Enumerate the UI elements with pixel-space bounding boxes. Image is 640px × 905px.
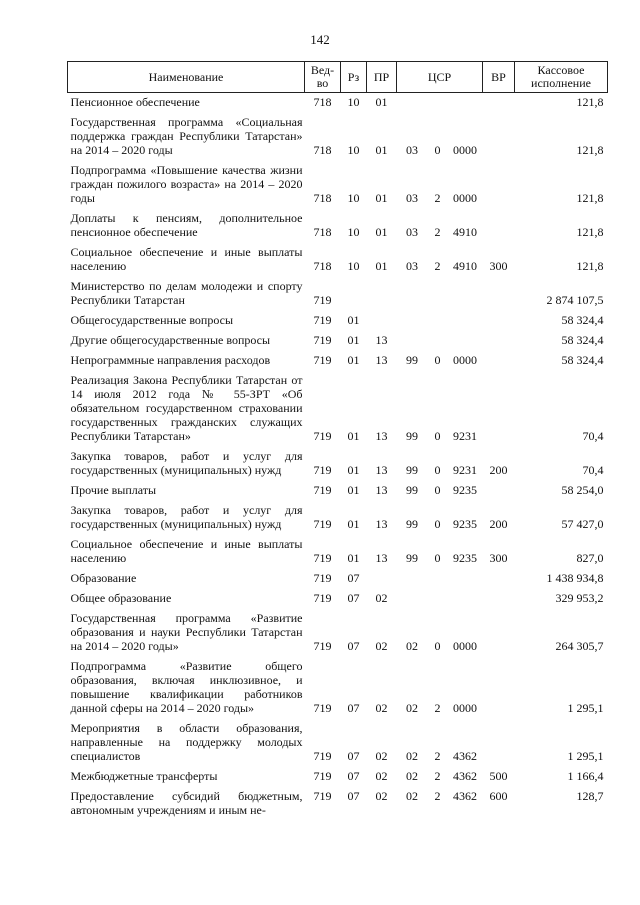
- row-csr-subprogram: 0: [434, 353, 441, 367]
- row-rz: 07: [347, 789, 360, 803]
- row-csr-program: 02: [406, 789, 418, 803]
- row-vedo: 719: [313, 463, 332, 477]
- row-name: Государственная программа «Социальная поддержка граждан Республики Татарстан» на 2014 – 2020 годы: [70, 115, 303, 157]
- row-csr-direction: 9235: [453, 551, 477, 565]
- row-name: Пенсионное обеспечение: [70, 95, 200, 109]
- row-amount: 121,8: [576, 191, 604, 205]
- row-amount: 2 874 107,5: [546, 293, 604, 307]
- row-vr: [483, 113, 515, 161]
- row-pr: 01: [375, 259, 388, 273]
- row-csr-direction: [448, 277, 483, 311]
- row-csr-direction: [448, 589, 483, 609]
- row-rz: 07: [347, 591, 360, 605]
- row-vr: [483, 209, 515, 243]
- row-vedo: 719: [313, 551, 332, 565]
- row-pr: 01: [375, 225, 388, 239]
- row-amount: 827,0: [576, 551, 604, 565]
- table-row: [68, 569, 608, 589]
- row-csr-direction: 0000: [453, 701, 477, 715]
- row-csr-program: 99: [406, 551, 418, 565]
- table-row: [68, 209, 608, 243]
- row-csr-program: 02: [406, 749, 418, 763]
- row-csr-direction: 4362: [453, 789, 477, 803]
- row-csr-direction: 4362: [453, 749, 477, 763]
- row-csr-subprogram: 2: [434, 259, 441, 273]
- page-number: 142: [310, 32, 330, 47]
- row-rz: 10: [347, 225, 360, 239]
- row-vr: [483, 161, 515, 209]
- row-rz: 01: [347, 517, 360, 531]
- row-csr-direction: 4910: [453, 225, 477, 239]
- row-csr-direction: 0000: [453, 143, 477, 157]
- row-name: Государственная программа «Развитие образования и науки Республики Татарстан на 2014 – 2020 годы»: [70, 611, 303, 653]
- table-row: [68, 277, 608, 311]
- row-csr-program: 03: [406, 259, 418, 273]
- row-csr-program: [397, 277, 428, 311]
- row-vr: [483, 657, 515, 719]
- table-row: [68, 371, 608, 447]
- row-name: Социальное обеспечение и иные выплаты населению: [70, 537, 303, 565]
- row-pr: 02: [375, 789, 388, 803]
- row-amount: 57 427,0: [561, 517, 604, 531]
- row-amount: 70,4: [582, 463, 604, 477]
- row-pr: 13: [375, 551, 388, 565]
- row-csr-program: 03: [406, 143, 418, 157]
- row-pr: 01: [375, 191, 388, 205]
- header-rz: Рз: [341, 62, 367, 93]
- row-pr: 02: [375, 639, 388, 653]
- row-rz: 01: [347, 483, 360, 497]
- table-row: [68, 657, 608, 719]
- row-csr-subprogram: [428, 93, 448, 114]
- header-name: Наименование: [68, 62, 305, 93]
- table-row: [68, 351, 608, 371]
- row-pr: 13: [375, 429, 388, 443]
- row-csr-direction: [448, 93, 483, 114]
- row-name: Министерство по делам молодежи и спорту Республики Татарстан: [70, 279, 303, 307]
- row-amount: 1 438 934,8: [546, 571, 604, 585]
- row-vedo: 719: [313, 333, 332, 347]
- row-vedo: 719: [313, 571, 332, 585]
- row-vr: [483, 569, 515, 589]
- table-row: [68, 93, 608, 114]
- row-csr-program: 99: [406, 517, 418, 531]
- row-amount: 70,4: [582, 429, 604, 443]
- row-vedo: 719: [313, 591, 332, 605]
- row-csr-direction: [448, 311, 483, 331]
- row-csr-program: 02: [406, 701, 418, 715]
- row-csr-direction: 4362: [453, 769, 477, 783]
- row-csr-program: 02: [406, 769, 418, 783]
- row-amount: 329 953,2: [555, 591, 604, 605]
- row-csr-program: 99: [406, 483, 418, 497]
- row-name: Реализация Закона Республики Татарстан от 14 июля 2012 года № 55-ЗРТ «Об обязательном государственном страховании государственных гражданских служащих Республики Татарстан»: [70, 373, 303, 443]
- row-amount: 121,8: [576, 95, 604, 109]
- row-name: Прочие выплаты: [70, 483, 157, 497]
- row-pr: 13: [375, 333, 388, 347]
- row-amount: 121,8: [576, 225, 604, 239]
- row-rz: 07: [347, 769, 360, 783]
- row-csr-subprogram: 2: [434, 225, 441, 239]
- row-csr-subprogram: 0: [434, 143, 441, 157]
- row-pr: [367, 277, 397, 311]
- table-row: [68, 719, 608, 767]
- row-pr: 02: [375, 769, 388, 783]
- row-csr-program: 99: [406, 429, 418, 443]
- row-csr-direction: 9235: [453, 483, 477, 497]
- row-rz: [341, 277, 367, 311]
- table-row: [68, 113, 608, 161]
- row-amount: 264 305,7: [555, 639, 604, 653]
- row-csr-subprogram: [428, 277, 448, 311]
- row-csr-direction: [448, 331, 483, 351]
- row-rz: 07: [347, 571, 360, 585]
- row-name: Закупка товаров, работ и услуг для государственных (муниципальных) нужд: [70, 503, 303, 531]
- row-vedo: 718: [313, 225, 332, 239]
- table-row: [68, 501, 608, 535]
- row-name: Предоставление субсидий бюджетным, автономным учреждениям и иным не-: [70, 789, 303, 817]
- table-row: [68, 589, 608, 609]
- table-row: [68, 447, 608, 481]
- row-csr-subprogram: [428, 589, 448, 609]
- row-vedo: 719: [313, 701, 332, 715]
- row-csr-program: [397, 569, 428, 589]
- row-name: Подпрограмма «Повышение качества жизни граждан пожилого возраста» на 2014 – 2020 годы: [70, 163, 303, 205]
- row-vr: 600: [489, 789, 508, 803]
- row-rz: 07: [347, 749, 360, 763]
- row-amount: 58 254,0: [561, 483, 604, 497]
- row-vedo: 719: [313, 293, 332, 307]
- row-name: Образование: [70, 571, 137, 585]
- row-vedo: 719: [313, 749, 332, 763]
- row-csr-direction: 9231: [453, 463, 477, 477]
- row-name: Подпрограмма «Развитие общего образования, включая инклюзивное, и повышение квалификации работников данной сферы на 2014 – 2020 годы»: [70, 659, 303, 715]
- table-body: [68, 93, 608, 822]
- row-name: Общее образование: [70, 591, 172, 605]
- row-csr-subprogram: 2: [434, 191, 441, 205]
- row-pr: 01: [375, 143, 388, 157]
- row-name: Межбюджетные трансферты: [70, 769, 218, 783]
- row-csr-subprogram: 0: [434, 463, 441, 477]
- row-csr-subprogram: 0: [434, 517, 441, 531]
- row-name: Непрограммные направления расходов: [70, 353, 271, 367]
- row-amount: 128,7: [576, 789, 604, 803]
- row-vedo: 718: [313, 95, 332, 109]
- row-vedo: 719: [313, 789, 332, 803]
- row-vedo: 718: [313, 259, 332, 273]
- row-vr: [483, 609, 515, 657]
- row-csr-subprogram: 0: [434, 483, 441, 497]
- row-amount: 1 295,1: [567, 749, 604, 763]
- table-row: [68, 161, 608, 209]
- row-csr-direction: 0000: [453, 353, 477, 367]
- row-amount: 121,8: [576, 259, 604, 273]
- table-row: [68, 243, 608, 277]
- row-vr: [483, 277, 515, 311]
- row-pr: 13: [375, 463, 388, 477]
- row-amount: 121,8: [576, 143, 604, 157]
- budget-table: [67, 61, 608, 821]
- row-csr-subprogram: 0: [434, 551, 441, 565]
- row-vedo: 719: [313, 313, 332, 327]
- header-amount: Кассовое исполнение: [515, 62, 608, 93]
- row-csr-subprogram: 0: [434, 639, 441, 653]
- row-vr: 300: [489, 259, 508, 273]
- row-name: Общегосударственные вопросы: [70, 313, 234, 327]
- row-rz: 01: [347, 551, 360, 565]
- table-row: [68, 787, 608, 821]
- table-row: [68, 535, 608, 569]
- table-row: [68, 481, 608, 501]
- row-rz: 07: [347, 701, 360, 715]
- header-vedo: Вед-во: [305, 62, 341, 93]
- row-amount: 58 324,4: [561, 333, 604, 347]
- table-row: [68, 609, 608, 657]
- row-rz: 01: [347, 333, 360, 347]
- row-vedo: 719: [313, 429, 332, 443]
- row-csr-program: 99: [406, 353, 418, 367]
- table-row: [68, 311, 608, 331]
- row-csr-subprogram: [428, 569, 448, 589]
- row-vr: [483, 371, 515, 447]
- row-rz: 10: [347, 191, 360, 205]
- table-header: [68, 62, 608, 93]
- row-csr-direction: 4910: [453, 259, 477, 273]
- row-csr-subprogram: 2: [434, 769, 441, 783]
- row-csr-direction: 9235: [453, 517, 477, 531]
- row-vedo: 719: [313, 483, 332, 497]
- row-vedo: 719: [313, 517, 332, 531]
- row-amount: 1 295,1: [567, 701, 604, 715]
- header-csr: ЦСР: [397, 62, 483, 93]
- row-vedo: 719: [313, 353, 332, 367]
- row-vedo: 719: [313, 639, 332, 653]
- row-csr-direction: [448, 569, 483, 589]
- row-amount: 58 324,4: [561, 313, 604, 327]
- row-vr: [483, 719, 515, 767]
- row-csr-program: [397, 311, 428, 331]
- header-pr: ПР: [367, 62, 397, 93]
- row-amount: 1 166,4: [567, 769, 604, 783]
- row-csr-subprogram: 0: [434, 429, 441, 443]
- row-csr-program: [397, 93, 428, 114]
- row-name: Доплаты к пенсиям, дополнительное пенсионное обеспечение: [70, 211, 303, 239]
- row-name: Закупка товаров, работ и услуг для государственных (муниципальных) нужд: [70, 449, 303, 477]
- table-row: [68, 331, 608, 351]
- table-row: [68, 767, 608, 787]
- row-pr: 02: [375, 701, 388, 715]
- row-name: Социальное обеспечение и иные выплаты населению: [70, 245, 303, 273]
- row-vr: [483, 589, 515, 609]
- row-amount: 58 324,4: [561, 353, 604, 367]
- row-vr: 200: [489, 463, 508, 477]
- row-name: Мероприятия в области образования, направленные на поддержку молодых специалистов: [70, 721, 303, 763]
- row-rz: 01: [347, 313, 360, 327]
- row-rz: 10: [347, 143, 360, 157]
- row-vr: 200: [489, 517, 508, 531]
- row-csr-subprogram: [428, 311, 448, 331]
- row-pr: 01: [375, 95, 388, 109]
- row-csr-program: 03: [406, 225, 418, 239]
- row-csr-subprogram: 2: [434, 701, 441, 715]
- row-csr-program: 99: [406, 463, 418, 477]
- row-pr: 02: [375, 749, 388, 763]
- row-rz: 10: [347, 259, 360, 273]
- row-vr: [483, 331, 515, 351]
- row-vr: 500: [489, 769, 508, 783]
- row-vr: [483, 351, 515, 371]
- row-csr-direction: 9231: [453, 429, 477, 443]
- row-csr-program: [397, 331, 428, 351]
- row-csr-program: [397, 589, 428, 609]
- row-rz: 07: [347, 639, 360, 653]
- row-csr-subprogram: 2: [434, 789, 441, 803]
- row-name: Другие общегосударственные вопросы: [70, 333, 271, 347]
- row-pr: [367, 311, 397, 331]
- row-pr: 02: [375, 591, 388, 605]
- row-pr: 13: [375, 483, 388, 497]
- header-vr: ВР: [483, 62, 515, 93]
- row-rz: 01: [347, 463, 360, 477]
- row-vr: [483, 481, 515, 501]
- row-csr-subprogram: [428, 331, 448, 351]
- row-vedo: 718: [313, 143, 332, 157]
- row-vedo: 718: [313, 191, 332, 205]
- row-rz: 10: [347, 95, 360, 109]
- row-vr: [483, 311, 515, 331]
- row-vr: 300: [489, 551, 508, 565]
- row-csr-direction: 0000: [453, 191, 477, 205]
- row-rz: 01: [347, 353, 360, 367]
- row-csr-subprogram: 2: [434, 749, 441, 763]
- row-pr: 13: [375, 353, 388, 367]
- row-csr-program: 03: [406, 191, 418, 205]
- row-csr-program: 02: [406, 639, 418, 653]
- row-rz: 01: [347, 429, 360, 443]
- row-pr: [367, 569, 397, 589]
- row-vedo: 719: [313, 769, 332, 783]
- row-csr-direction: 0000: [453, 639, 477, 653]
- row-vr: [483, 93, 515, 114]
- row-pr: 13: [375, 517, 388, 531]
